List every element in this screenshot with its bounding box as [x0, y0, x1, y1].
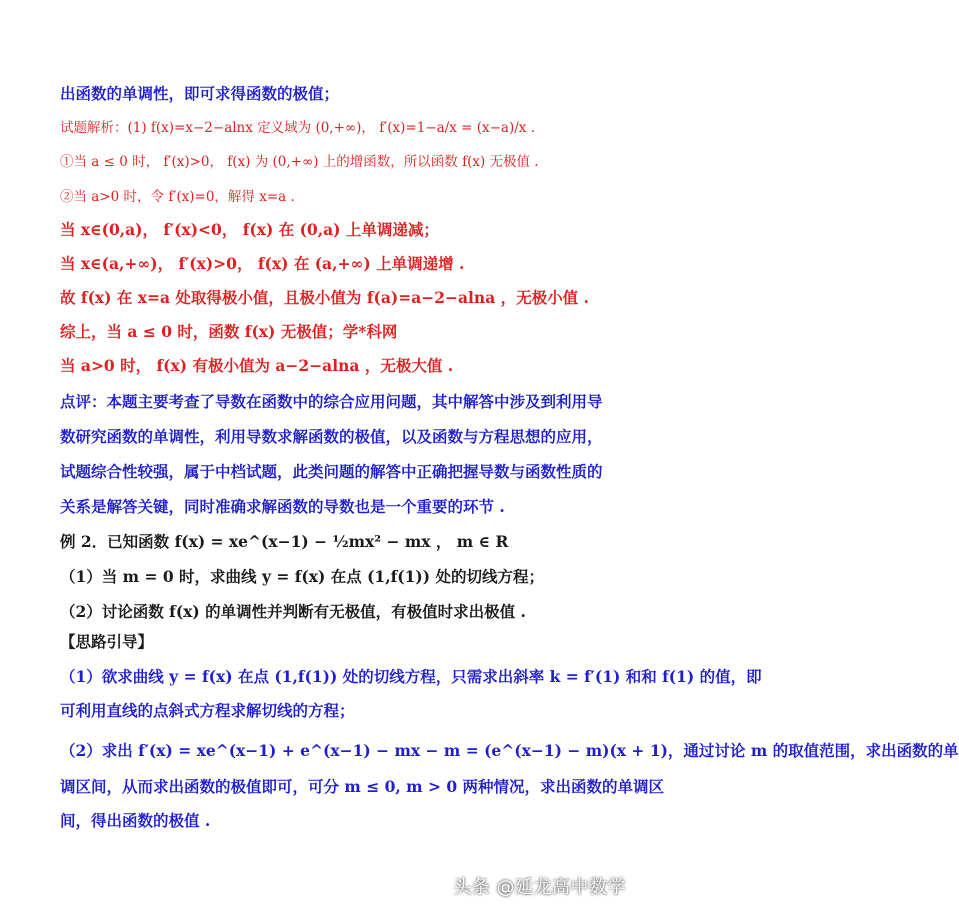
text-line-12: 试题综合性较强，属于中档试题，此类问题的解答中正确把握导数与函数性质的	[60, 462, 603, 481]
text-line-7: 故 f(x) 在 x=a 处取得极小值，且极小值为 f(a)=a−2−alna ，无极小值 .	[60, 288, 589, 307]
text-line-8: 综上，当 a ≤ 0 时，函数 f(x) 无极值；学*科网	[60, 322, 398, 341]
text-line-1: 出函数的单调性，即可求得函数的极值；	[60, 84, 340, 103]
text-line-5: 当 x∈(0,a)， f′(x)<0， f(x) 在 (0,a) 上单调递减；	[60, 220, 439, 239]
text-line-20: （2）求出 f′(x) = xe^(x−1) + e^(x−1) − mx − m = (e^(x−1) − m)(x + 1)，通过讨论 m 的取值范围，求出函数的单	[60, 741, 959, 760]
text-line-22: 间，得出函数的极值 .	[60, 811, 211, 830]
text-line-21: 调区间，从而求出函数的极值即可，可分 m ≤ 0, m > 0 两种情况，求出函数的单调区	[60, 777, 665, 796]
text-line-17: 【思路引导】	[60, 632, 154, 651]
text-line-11: 数研究函数的单调性，利用导数求解函数的极值，以及函数与方程思想的应用，	[60, 427, 603, 446]
text-line-19: 可利用直线的点斜式方程求解切线的方程；	[60, 701, 355, 720]
text-line-14: 例 2．已知函数 f(x) = xe^(x−1) − ½mx² − mx ， m ∈ R	[60, 532, 509, 551]
text-line-13: 关系是解答关键，同时准确求解函数的导数也是一个重要的环节 .	[60, 497, 505, 516]
text-line-9: 当 a>0 时， f(x) 有极小值为 a−2−alna ，无极大值 .	[60, 356, 454, 375]
text-line-2: 试题解析：(1) f(x)=x−2−alnx 定义域为 (0,+∞)， f′(x)=1−a/x = (x−a)/x .	[60, 120, 535, 136]
text-line-15: （1）当 m = 0 时，求曲线 y = f(x) 在点 (1,f(1)) 处的切线方程；	[60, 567, 544, 586]
text-line-3: ①当 a ≤ 0 时， f′(x)>0， f(x) 为 (0,+∞) 上的增函数，所以函数 f(x) 无极值 .	[60, 154, 539, 170]
text-line-6: 当 x∈(a,+∞)， f′(x)>0， f(x) 在 (a,+∞) 上单调递增 .	[60, 254, 465, 273]
watermark: 头条 @延龙高中数学	[453, 877, 626, 898]
text-line-16: （2）讨论函数 f(x) 的单调性并判断有无极值，有极值时求出极值 .	[60, 602, 526, 621]
text-line-10: 点评：本题主要考查了导数在函数中的综合应用问题，其中解答中涉及到利用导	[60, 392, 603, 411]
text-line-18: （1）欲求曲线 y = f(x) 在点 (1,f(1)) 处的切线方程，只需求出斜率 k = f′(1) 和和 f(1) 的值，即	[60, 667, 762, 686]
text-line-4: ②当 a>0 时，令 f′(x)=0，解得 x=a .	[60, 189, 295, 205]
